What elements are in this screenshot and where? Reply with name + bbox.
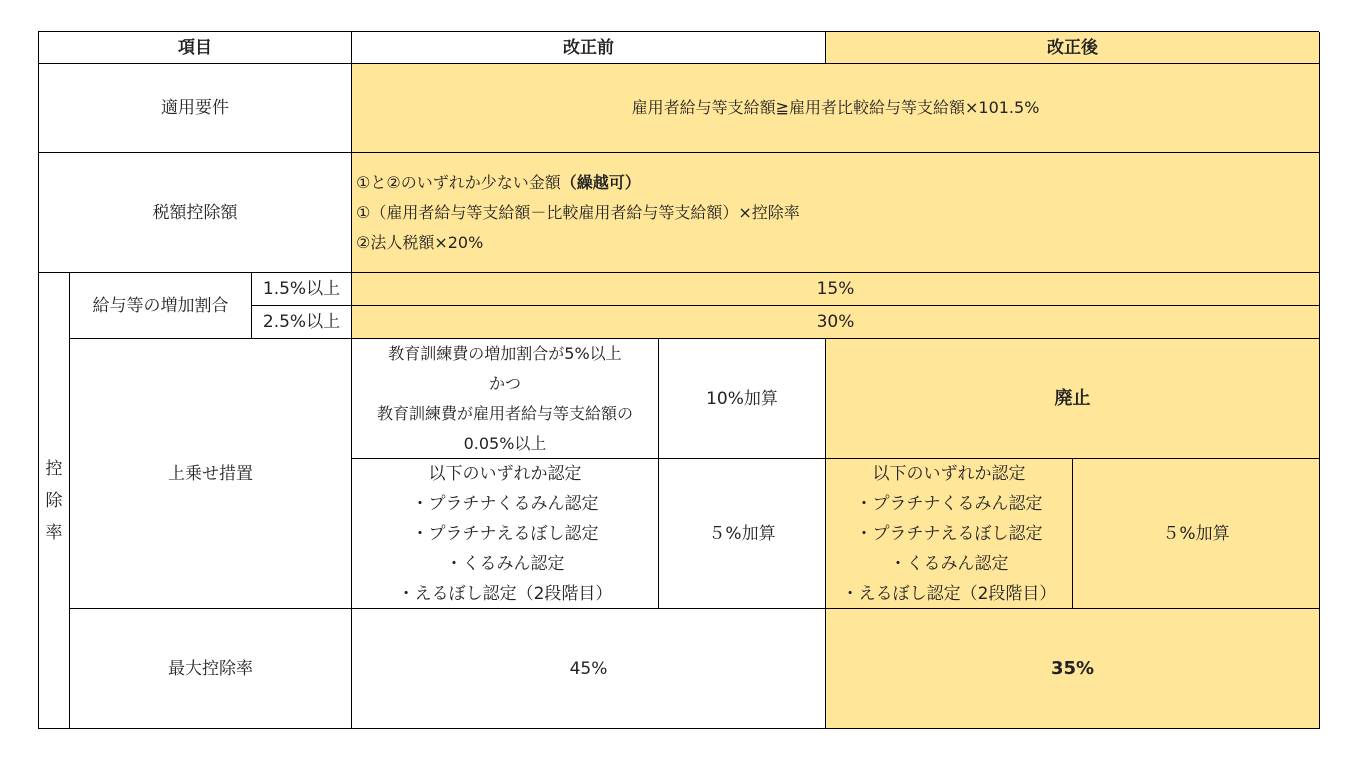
cert-item: ・プラチナえるぼし認定 bbox=[411, 523, 599, 544]
education-cond-1: 教育訓練費の増加割合が5%以上 bbox=[388, 343, 622, 363]
requirement-label: 適用要件 bbox=[39, 64, 352, 153]
increase-threshold-2: 2.5%以上 bbox=[252, 306, 352, 339]
increase-value-2: 30% bbox=[352, 306, 1320, 339]
credit-line1-carryover: （繰越可） bbox=[560, 172, 641, 192]
header-before: 改正前 bbox=[352, 32, 826, 64]
increase-label: 給与等の増加割合 bbox=[70, 273, 252, 339]
increase-value-1: 15% bbox=[352, 273, 1320, 306]
education-after-value: 廃止 bbox=[826, 339, 1320, 459]
cert-title: 以下のいずれか認定 bbox=[872, 463, 1026, 484]
cert-item: ・プラチナくるみん認定 bbox=[855, 493, 1043, 514]
cert-title: 以下のいずれか認定 bbox=[428, 463, 582, 484]
max-rate-after: 35% bbox=[826, 609, 1320, 729]
cert-item: ・えるぼし認定（2段階目） bbox=[841, 583, 1057, 604]
credit-line2: ①（雇用者給与等支給額－比較雇用者給与等支給額）×控除率 bbox=[356, 202, 800, 222]
header-item: 項目 bbox=[39, 32, 352, 64]
cert-item: ・えるぼし認定（2段階目） bbox=[397, 583, 613, 604]
max-rate-before: 45% bbox=[352, 609, 826, 729]
rate-group-char-2: 除 bbox=[45, 490, 63, 511]
rate-group-char-3: 率 bbox=[45, 522, 63, 543]
cert-after-value: ５%加算 bbox=[1073, 459, 1320, 609]
rate-group-label bbox=[39, 273, 70, 729]
education-condition bbox=[352, 339, 659, 459]
header-after: 改正後 bbox=[826, 32, 1320, 64]
additional-label: 上乗せ措置 bbox=[70, 339, 352, 609]
credit-line1 bbox=[356, 168, 641, 198]
requirement-value: 雇用者給与等支給額≧雇用者比較給与等支給額×101.5% bbox=[352, 64, 1320, 153]
cert-item: ・プラチナくるみん認定 bbox=[411, 493, 599, 514]
credit-line3: ②法人税額×20% bbox=[356, 232, 484, 252]
cert-item: ・くるみん認定 bbox=[889, 553, 1009, 574]
cert-condition-after bbox=[826, 459, 1073, 609]
education-before-value: 10%加算 bbox=[659, 339, 826, 459]
education-cond-3: 教育訓練費が雇用者給与等支給額の bbox=[376, 403, 633, 423]
cert-item: ・プラチナえるぼし認定 bbox=[855, 523, 1043, 544]
education-cond-2: かつ bbox=[488, 373, 521, 393]
cert-condition-before bbox=[352, 459, 659, 609]
credit-value bbox=[352, 153, 1320, 273]
cert-before-value: ５%加算 bbox=[659, 459, 826, 609]
credit-label: 税額控除額 bbox=[39, 153, 352, 273]
rate-group-char-1: 控 bbox=[45, 458, 63, 479]
credit-line1-text: ①と②のいずれか少ない金額 bbox=[356, 172, 561, 192]
max-rate-label: 最大控除率 bbox=[70, 609, 352, 729]
comparison-table bbox=[38, 31, 1319, 729]
cert-item: ・くるみん認定 bbox=[445, 553, 565, 574]
increase-threshold-1: 1.5%以上 bbox=[252, 273, 352, 306]
education-cond-4: 0.05%以上 bbox=[463, 433, 547, 453]
